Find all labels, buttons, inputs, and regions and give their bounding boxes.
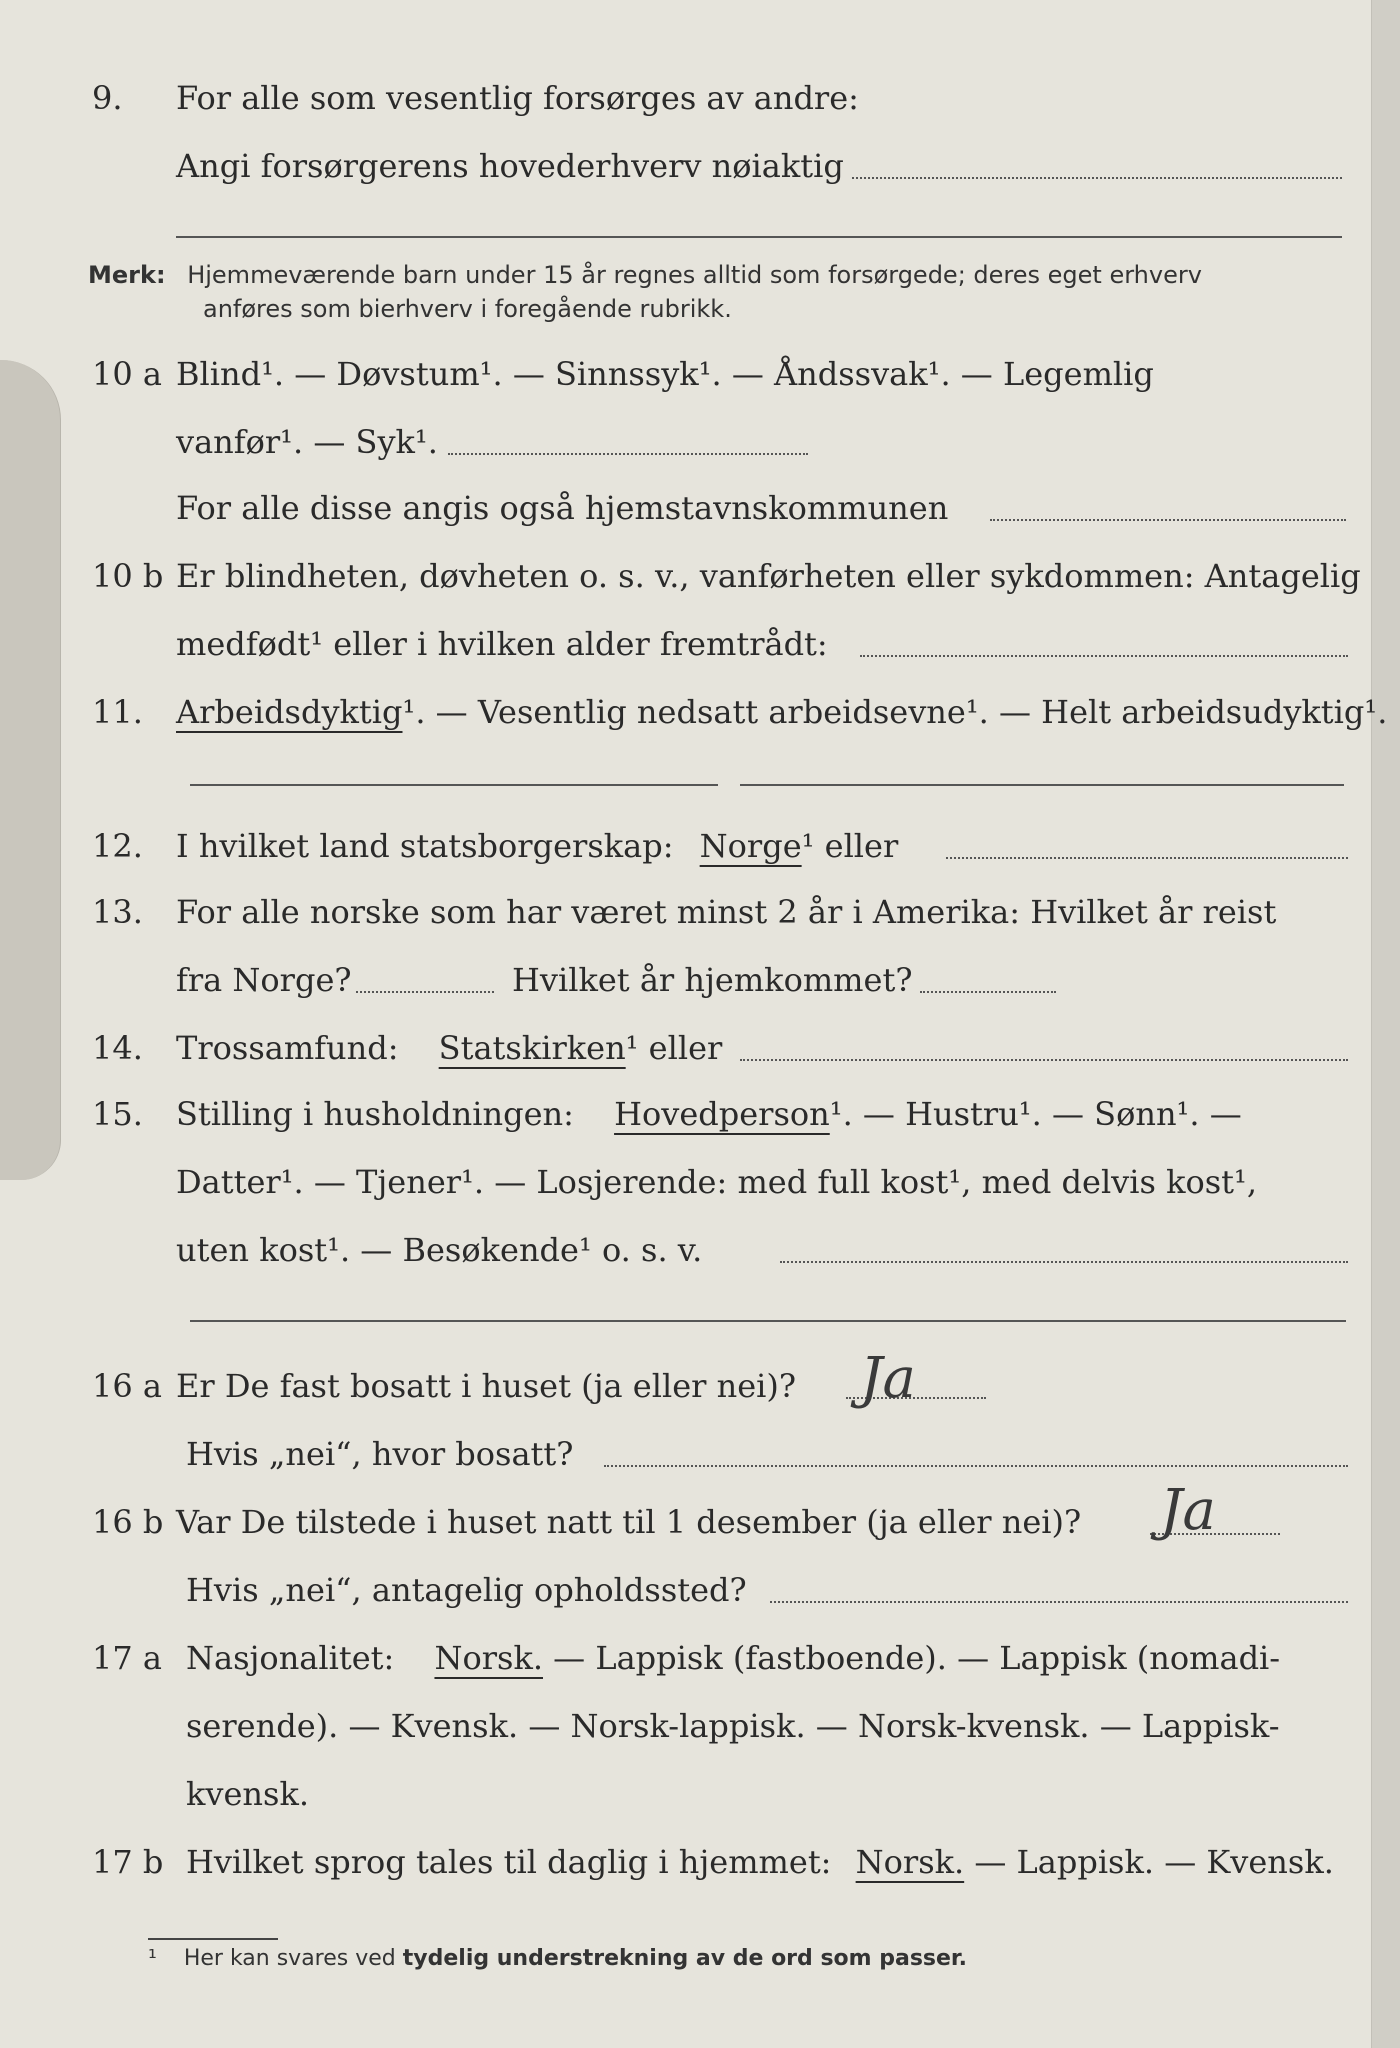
- q12-number: 12.: [92, 827, 143, 865]
- note-block: [88, 258, 1202, 326]
- q9-answer-rule[interactable]: [176, 236, 1342, 238]
- q13-line1: For alle norske som har været minst 2 år i Amerika: Hvilket år reist: [176, 893, 1277, 931]
- q12-after: ¹ eller: [801, 827, 899, 865]
- q10a-line3: For alle disse angis også hjemstavnskommunen: [176, 489, 949, 527]
- q15-line3: uten kost¹. — Besøkende¹ o. s. v.: [176, 1231, 703, 1269]
- q11-rule-b: [740, 784, 1344, 786]
- q9-answer-line[interactable]: [852, 176, 1342, 179]
- q14-label: Trossamfund:: [176, 1029, 399, 1067]
- footnote: [148, 1946, 967, 1971]
- q11-rest: ¹. — Vesentlig nedsatt arbeidsevne¹. — Helt arbeidsudyktig¹.: [402, 693, 1388, 731]
- q16a-residence-line[interactable]: [604, 1464, 1348, 1467]
- q12-answer-line[interactable]: [946, 856, 1348, 859]
- torn-edge: [0, 360, 61, 1180]
- q10a-number: 10 a: [92, 355, 162, 393]
- q14-number: 14.: [92, 1029, 143, 1067]
- q15-line2: Datter¹. — Tjener¹. — Losjerende: med full kost¹, med delvis kost¹,: [176, 1163, 1258, 1201]
- q13-number: 13.: [92, 893, 143, 931]
- q16b-line1: Var De tilstede i huset natt til 1 desember (ja eller nei)?: [176, 1503, 1082, 1541]
- q12-label: I hvilket land statsborgerskap:: [176, 827, 674, 865]
- note-line1: Hjemmeværende barn under 15 år regnes alltid som forsørgede; deres eget erhverv: [187, 261, 1202, 289]
- footnote-bold: tydelig understrekning av de ord som passer.: [402, 1946, 968, 1971]
- q10b-line1: Er blindheten, døvheten o. s. v., vanførheten eller sykdommen: Antagelig: [176, 557, 1361, 595]
- q17a-selected: Norsk.: [434, 1639, 543, 1677]
- q16a-number: 16 a: [92, 1367, 162, 1405]
- q10a-municipality-line[interactable]: [990, 518, 1346, 521]
- q17a-line2: serende). — Kvensk. — Norsk-lappisk. — Norsk-kvensk. — Lappisk-: [186, 1707, 1280, 1745]
- q9-number: 9.: [92, 79, 123, 117]
- q16b-number: 16 b: [92, 1503, 164, 1541]
- footnote-rule: [148, 1938, 278, 1940]
- q15-rule: [190, 1320, 1346, 1322]
- note-line2: anføres som bierhverv i foregående rubrikk.: [203, 295, 732, 323]
- q17b-after: — Lappisk. — Kvensk.: [974, 1843, 1334, 1881]
- q17a-label: Nasjonalitet:: [186, 1639, 395, 1677]
- q16b-location-line[interactable]: [770, 1600, 1348, 1603]
- q14-answer-line[interactable]: [740, 1058, 1348, 1061]
- q17b-selected: Norsk.: [855, 1843, 965, 1881]
- q17b-number: 17 b: [92, 1843, 164, 1881]
- q11-rule-a: [190, 784, 718, 786]
- q11-number: 11.: [92, 693, 143, 731]
- q15-after: ¹. — Hustru¹. — Sønn¹. —: [829, 1095, 1242, 1133]
- footnote-text: Her kan svares ved: [183, 1946, 396, 1971]
- q13-line2a: fra Norge?: [176, 961, 352, 999]
- q16a-line2: Hvis „nei“, hvor bosatt?: [186, 1435, 574, 1473]
- footnote-mark: ¹: [148, 1946, 157, 1971]
- q10a-line1: Blind¹. — Døvstum¹. — Sinnssyk¹. — Åndssvak¹. — Legemlig: [176, 355, 1154, 393]
- q17a-after: — Lappisk (fastboende). — Lappisk (nomadi-: [553, 1639, 1281, 1677]
- q15-answer-line[interactable]: [780, 1260, 1348, 1263]
- q16b-handwritten-answer: Ja: [1160, 1478, 1216, 1543]
- q13-emigrated-line[interactable]: [356, 990, 494, 993]
- q10a-sick-line[interactable]: [448, 452, 808, 455]
- q16a-handwritten-answer: Ja: [860, 1346, 916, 1411]
- q15-selected: Hovedperson: [614, 1095, 830, 1133]
- q11-selected: Arbeidsdyktig: [176, 693, 403, 731]
- page-edge: [1371, 0, 1400, 2048]
- q17a-line3: kvensk.: [186, 1775, 309, 1813]
- q15-number: 15.: [92, 1095, 143, 1133]
- q15-label: Stilling i husholdningen:: [176, 1095, 574, 1133]
- q16b-line2: Hvis „nei“, antagelig opholdssted?: [186, 1571, 747, 1609]
- q12-selected: Norge: [699, 827, 802, 865]
- q9-line1: For alle som vesentlig forsørges av andre:: [176, 79, 859, 117]
- q14-selected: Statskirken: [438, 1029, 626, 1067]
- q10a-line2: vanfør¹. — Syk¹.: [176, 423, 438, 461]
- q9-line2: Angi forsørgerens hovederhverv nøiaktig: [176, 147, 844, 185]
- q14-after: ¹ eller: [625, 1029, 723, 1067]
- q10b-age-line[interactable]: [860, 654, 1348, 657]
- q16a-line1: Er De fast bosatt i huset (ja eller nei)?: [176, 1367, 797, 1405]
- q10b-number: 10 b: [92, 557, 164, 595]
- note-label: Merk:: [88, 261, 166, 289]
- q17a-number: 17 a: [92, 1639, 162, 1677]
- q10b-line2: medfødt¹ eller i hvilken alder fremtrådt:: [176, 625, 828, 663]
- q13-line2b: Hvilket år hjemkommet?: [512, 961, 913, 999]
- q17b-label: Hvilket sprog tales til daglig i hjemmet:: [186, 1843, 832, 1881]
- q13-returned-line[interactable]: [920, 990, 1056, 993]
